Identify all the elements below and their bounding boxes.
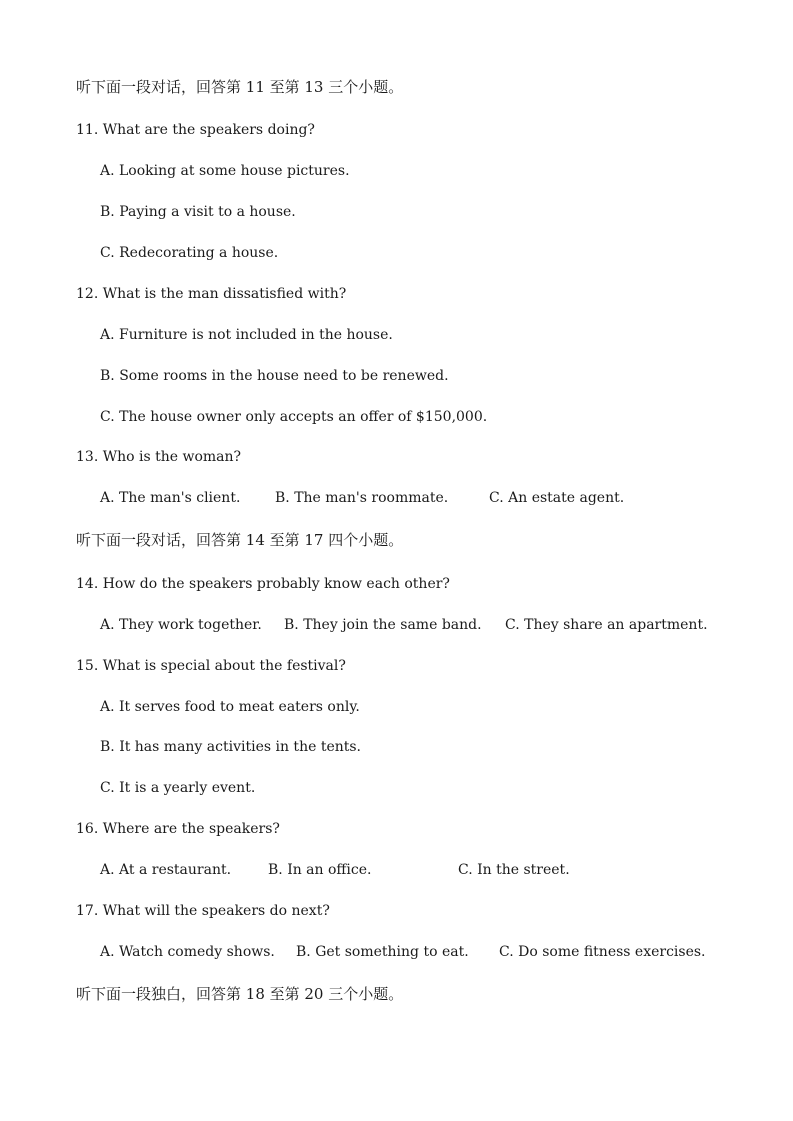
question-stem: 12. What is the man dissatisfied with? — [76, 286, 347, 302]
option-a: A. They work together. — [100, 617, 262, 633]
section-instruction: 听下面一段对话，回答第 11 至第 13 三个小题。 — [76, 78, 404, 96]
question-stem: 14. How do the speakers probably know each other? — [76, 576, 450, 592]
option-c: C. An estate agent. — [489, 490, 625, 506]
option-c: C. Do some fitness exercises. — [499, 944, 706, 960]
option-c: C. In the street. — [458, 862, 570, 878]
question-stem: 11. What are the speakers doing? — [76, 122, 315, 138]
option-b: B. In an office. — [268, 862, 372, 878]
option-b: B. Paying a visit to a house. — [100, 204, 296, 220]
question-stem: 15. What is special about the festival? — [76, 658, 346, 674]
option-c: C. They share an apartment. — [505, 617, 708, 633]
option-b: B. Some rooms in the house need to be renewed. — [100, 368, 449, 384]
option-c: C. It is a yearly event. — [100, 780, 256, 796]
section-instruction: 听下面一段独白，回答第 18 至第 20 三个小题。 — [76, 985, 404, 1003]
question-stem: 13. Who is the woman? — [76, 449, 242, 465]
question-stem: 16. Where are the speakers? — [76, 821, 280, 837]
option-a: A. Looking at some house pictures. — [100, 163, 350, 179]
option-c: C. The house owner only accepts an offer of $150,000. — [100, 409, 488, 425]
option-c: C. Redecorating a house. — [100, 245, 279, 261]
option-b: B. They join the same band. — [284, 617, 482, 633]
option-b: B. It has many activities in the tents. — [100, 739, 362, 755]
option-a: A. Watch comedy shows. — [100, 944, 275, 960]
option-a: A. It serves food to meat eaters only. — [100, 699, 360, 715]
section-instruction: 听下面一段对话，回答第 14 至第 17 四个小题。 — [76, 531, 404, 549]
option-a: A. At a restaurant. — [100, 862, 232, 878]
option-b: B. Get something to eat. — [296, 944, 469, 960]
question-stem: 17. What will the speakers do next? — [76, 903, 330, 919]
option-a: A. Furniture is not included in the house. — [100, 327, 393, 343]
option-a: A. The man's client. — [100, 490, 241, 506]
option-b: B. The man's roommate. — [275, 490, 449, 506]
